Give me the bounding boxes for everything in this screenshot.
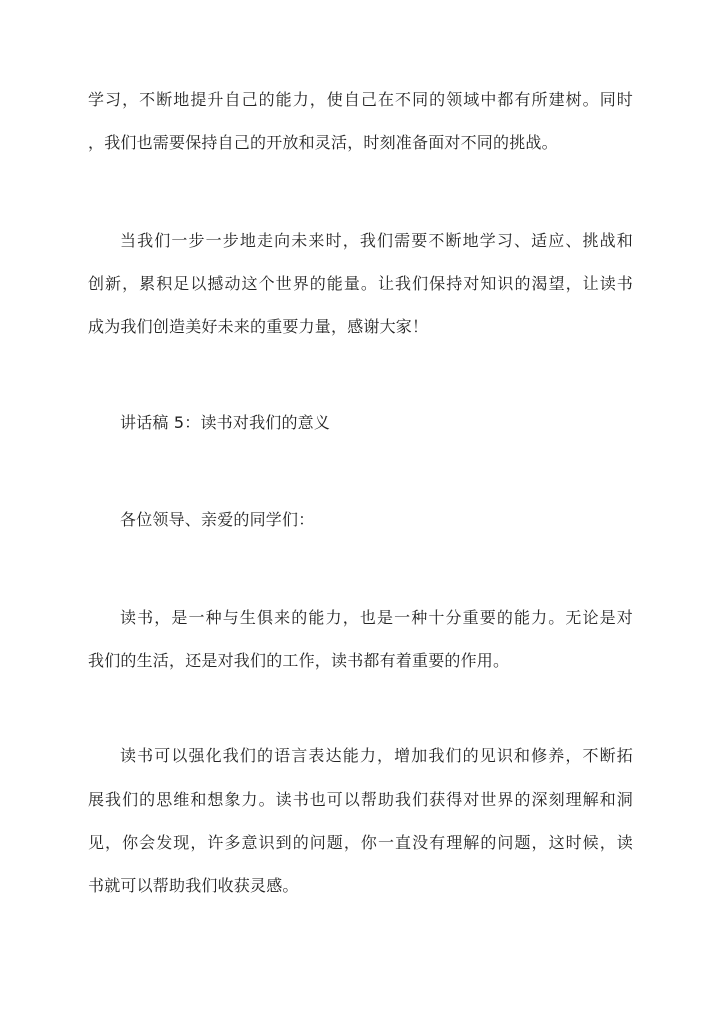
paragraph-line: 见，你会发现，许多意识到的问题，你一直没有理解的问题，这时候，读 xyxy=(88,833,633,852)
paragraph-line: 展我们的思维和想象力。读书也可以帮助我们获得对世界的深刻理解和洞 xyxy=(88,790,633,809)
paragraph-line: 我们的生活，还是对我们的工作，读书都有着重要的作用。 xyxy=(88,651,510,670)
paragraph-line: ，我们也需要保持自己的开放和灵活，时刻准备面对不同的挑战。 xyxy=(88,133,558,152)
paragraph-line: 读书，是一种与生俱来的能力，也是一种十分重要的能力。无论是对 xyxy=(120,608,633,627)
paragraph-line: 当我们一步一步地走向未来时，我们需要不断地学习、适应、挑战和 xyxy=(120,231,633,250)
paragraph-line: 读书可以强化我们的语言表达能力，增加我们的见识和修养，不断拓 xyxy=(120,746,633,765)
greeting: 各位领导、亲爱的同学们： xyxy=(120,510,315,529)
paragraph-line: 创新，累积足以撼动这个世界的能量。让我们保持对知识的渴望，让读书 xyxy=(88,274,633,293)
paragraph-line: 学习，不断地提升自己的能力，使自己在不同的领域中都有所建树。同时 xyxy=(88,90,633,109)
paragraph-line: 书就可以帮助我们收获灵感。 xyxy=(88,876,299,895)
paragraph-line: 成为我们创造美好未来的重要力量，感谢大家！ xyxy=(88,317,429,336)
speech-title: 讲话稿 5：读书对我们的意义 xyxy=(120,413,331,432)
